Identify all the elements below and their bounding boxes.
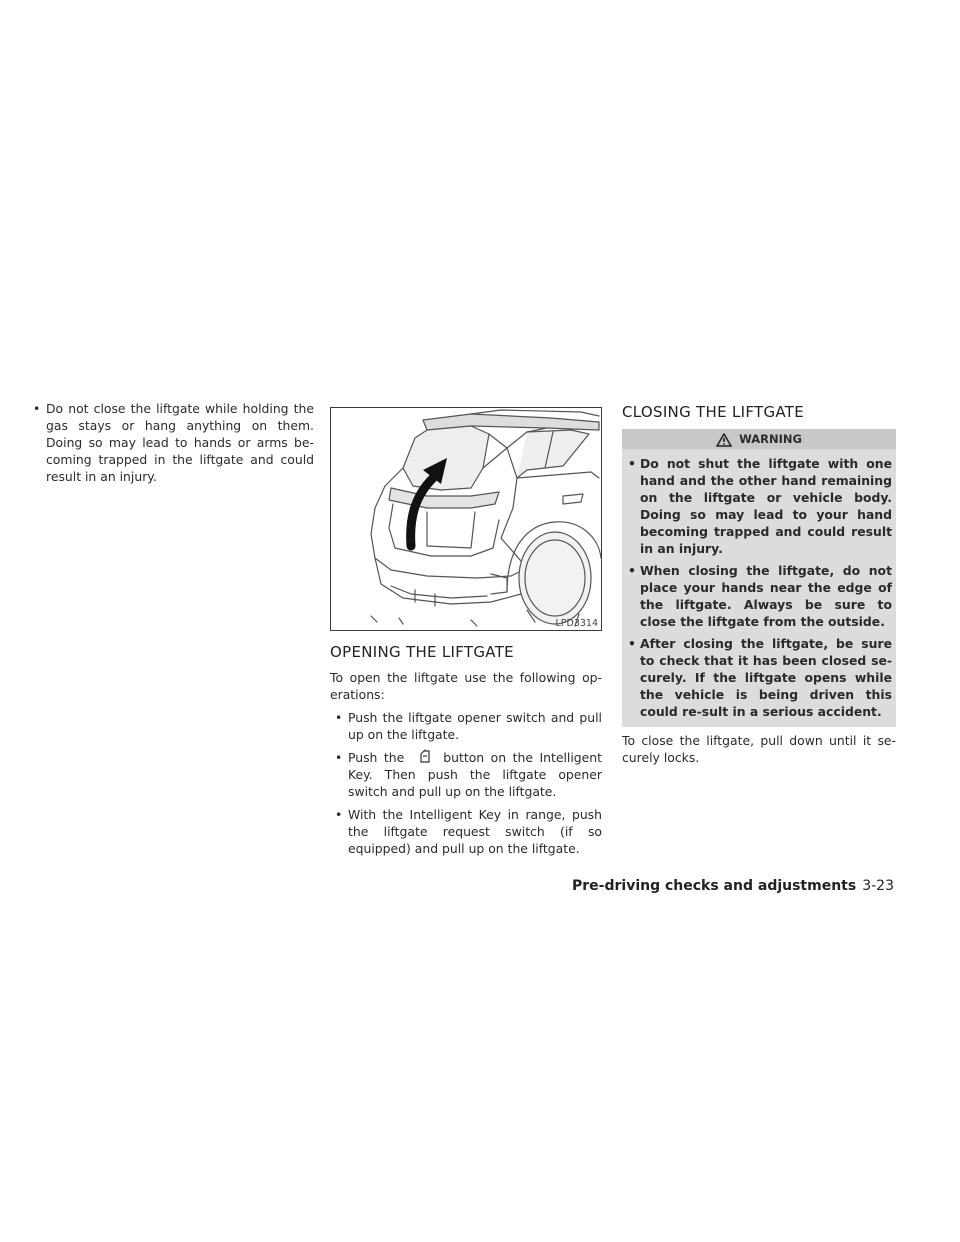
opening-intro: To open the liftgate use the following op-erations: [330,670,602,702]
warning-triangle-icon [716,433,732,447]
left-column [28,400,314,491]
figure-code: LPD3314 [555,618,598,629]
list-item: • With the Intelligent Key in range, push the liftgate request switch (if so equipped) and pull up on the liftgate. [330,806,602,857]
section-heading-opening: OPENING THE LIFTGATE [330,643,514,661]
warning-header [622,429,896,449]
list-item [330,749,602,800]
list-item: • After closing the liftgate, be sure to check that it has been closed se-curely. If the liftgate opens while the vehicle is being driven this could re-sult in a serious accident. [626,635,892,720]
list-item: • Push the liftgate opener switch and pull up on the liftgate. [330,709,602,743]
opening-steps [330,709,602,857]
section-title: Pre-driving checks and adjustments [572,878,857,894]
step-text-before: Push the [348,750,405,765]
warning-box [622,429,896,727]
step-text-after: button on the Intelligent Key. Then push the liftgate opener switch and pull up on the liftgate. [348,750,602,799]
list-item: • Do not shut the liftgate with one hand and the other hand remaining on the liftgate or vehicle body. Doing so may lead to your hand becoming trapped and could result in an injury. [626,455,892,557]
closing-text: To close the liftgate, pull down until it se-curely locks. [622,733,896,765]
warning-list [622,455,896,727]
liftgate-illustration [330,407,602,631]
right-column [622,400,896,772]
list-item: • Do not close the liftgate while holding the gas stays or hang anything on them. Doing so may lead to hands or arms be-coming trapped in the liftgate and could result in an injury. [28,400,314,485]
section-heading-closing: CLOSING THE LIFTGATE [622,403,805,421]
warning-title: WARNING [739,432,802,446]
liftgate-key-button-icon [411,749,437,764]
caution-list [28,400,314,485]
middle-column [330,400,602,863]
vehicle-rear-drawing [331,408,601,630]
list-item: • When closing the liftgate, do not place your hands near the edge of the liftgate. Always be sure to close the liftgate from the outside. [626,562,892,630]
page-footer [572,877,894,895]
page-number: 3-23 [862,878,894,894]
